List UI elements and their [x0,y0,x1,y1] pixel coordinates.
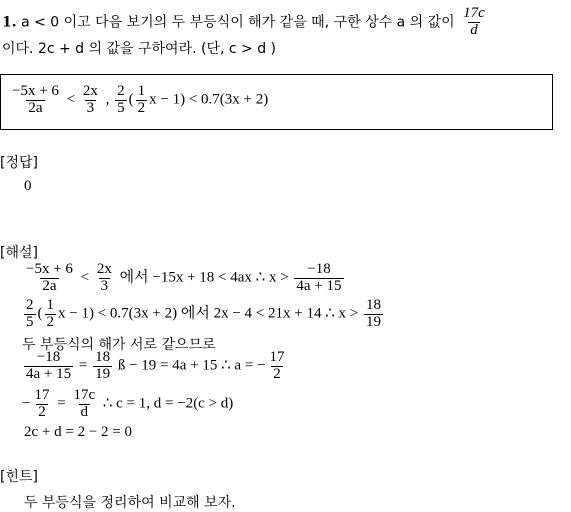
frac-den: 2 [38,403,46,420]
frac-den: 19 [95,365,111,382]
solution-line-3: 두 부등식의 해가 서로 같으므로 [22,337,216,353]
lt-sign: < [66,91,76,108]
frac-num: 2 [117,83,125,99]
frac-den: d [470,21,478,38]
frac-den: 19 [365,313,381,330]
problem-number: 1. [2,14,17,31]
sol-l4-text: ß − 19 = 4a + 15 ∴ a = − [117,357,266,374]
comma: , [105,91,110,108]
frac-num: 17 [269,349,285,365]
problem-line-2: 이다. 2c + d 의 값을 구하여라. (단, c > d ) [2,41,277,57]
frac-den: 2 [46,313,54,330]
frac-num: 17c [463,5,485,21]
inequality-box-content [8,84,268,117]
frac-den: 5 [26,313,34,330]
box-rest: x − 1) < 0.7(3x + 2) [149,91,269,108]
answer-value: 0 [24,178,32,194]
sol-l2-frac-2 [45,298,57,331]
frac-num: 1 [137,83,146,99]
frac-num: 2 [26,297,34,313]
problem-text-1: a < 0 이고 다음 보기의 두 부등식이 해가 같을 때, 구한 상수 a 의 값이 [21,14,455,31]
sol-l5-frac-2 [71,388,97,421]
hint-heading: [힌트] [0,469,38,485]
frac-num: 17c [73,387,96,403]
frac-den: 3 [100,277,109,294]
frac-num: −5x + 6 [12,83,59,99]
sol-l5-text: ∴ c = 1, d = −2(c > d) [102,395,234,412]
sol-l2-frac-3 [364,298,383,331]
sol-l1-frac-3 [294,262,343,295]
frac-num: −18 [307,261,331,277]
eq-sign: = [78,357,88,374]
minus-sign: − [22,395,31,412]
frac-den: 3 [86,99,95,116]
hint-text: 두 부등식을 정리하여 비교해 보자. [24,495,236,511]
box-frac-1 [10,84,61,117]
solution-heading: [해설] [0,245,38,261]
solution-line-6: 2c + d = 2 − 2 = 0 [24,424,132,440]
answer-heading: [정답] [0,155,38,171]
sol-l2-frac-1 [24,298,36,331]
frac-den: 2 [273,365,281,382]
paren-open: ( [37,305,43,322]
solution-line-4 [22,350,289,383]
frac-num: 18 [365,297,381,313]
sol-l4-frac-1 [24,350,73,383]
frac-num: 2x [96,261,112,277]
frac-den: 5 [117,99,125,116]
eq-sign: = [57,395,66,412]
frac-den: 2 [137,99,146,116]
sol-l2-text: x − 1) < 0.7(3x + 2) 에서 2x − 4 < 21x + 14 ∴ x > [58,305,359,322]
sol-l1-text: 에서 −15x + 18 < 4ax ∴ x > [119,269,289,286]
frac-17c-over-d [461,6,487,39]
solution-line-5 [22,388,233,421]
frac-den: 4a + 15 [26,365,72,382]
solution-line-2 [22,298,385,331]
problem-line-1 [2,6,489,39]
sol-l5-frac-1 [32,388,51,421]
solution-line-1 [22,262,346,295]
frac-num: −18 [36,349,61,365]
frac-den: 2a [42,277,57,294]
frac-num: 2x [82,83,98,99]
sol-l1-frac-2 [95,262,114,295]
paren-open: ( [128,91,134,108]
lt-sign: < [80,269,90,286]
sol-l4-frac-2 [93,350,112,383]
sol-l4-frac-3 [268,350,287,383]
frac-den: d [80,403,89,420]
box-frac-3 [115,84,127,117]
frac-num: −5x + 6 [26,261,73,277]
box-frac-4 [136,84,148,117]
frac-num: 18 [95,349,111,365]
frac-num: 1 [46,297,54,313]
box-frac-2 [81,84,100,117]
frac-den: 2a [28,99,43,116]
frac-den: 4a + 15 [296,277,342,294]
frac-num: 17 [34,387,50,403]
sol-l1-frac-1 [24,262,75,295]
